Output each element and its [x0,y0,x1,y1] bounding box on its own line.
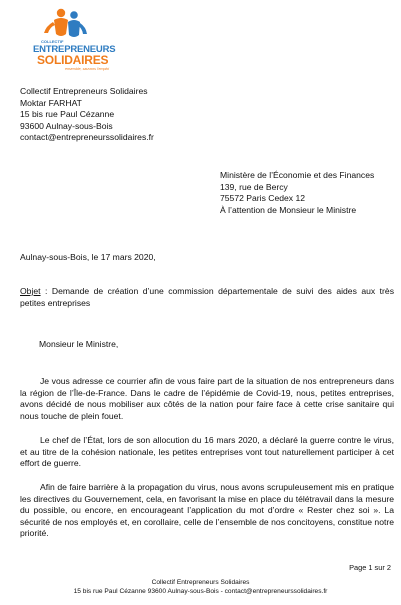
sender-name: Moktar FARHAT [20,97,82,108]
body-paragraph [20,435,394,470]
subject-line [20,286,394,309]
subject-text: : Demande de création d’une commission départementale de suivi des aides aux très petites entreprises [20,286,394,308]
page-number: Page 1 sur 2 [349,563,391,572]
footer-line2: 15 bis rue Paul Cézanne 93600 Aulnay-sous-Bois - contact@entrepreneurssolidaires.fr [73,588,328,595]
collectif-logo [24,6,114,78]
paragraph-text: Je vous adresse ce courrier afin de vous faire part de la situation de nos entrepreneurs dans la région de l’Île-de-France. Dans le cadre de l’épidémie de Covid-19, nous, petites entreprises, avons décidé de nous mobiliser aux côtés de la nation pour faire face à cette crise sanitaire qui nous touche de plein fouet. [20,376,394,421]
logo-tagline: ensemble, sauvons l'emploi [65,67,110,71]
sender-city: 93600 Aulnay-sous-Bois [20,120,113,131]
recipient-city: 75572 Paris Cedex 12 [220,193,306,204]
body-paragraph [20,376,394,422]
salutation: Monsieur le Ministre, [39,339,119,349]
sender-email: contact@entrepreneurssolidaires.fr [20,132,154,143]
recipient-attention: À l’attention de Monsieur le Ministre [220,204,357,215]
body-paragraph [20,482,394,540]
subject-label: Objet [20,286,41,296]
sender-address [20,86,154,144]
sender-street: 15 bis rue Paul Cézanne [20,109,115,120]
paragraph-text: Le chef de l’État, lors de son allocution du 16 mars 2020, a déclaré la guerre contre le virus, et au titre de la cohésion nationale, les petites entreprises vont tout naturellement participer à cet effort de guerre. [20,435,394,469]
recipient-street: 139, rue de Bercy [220,181,288,192]
sender-org: Collectif Entrepreneurs Solidaires [20,86,148,96]
logo-line2: SOLIDAIRES [37,53,109,67]
recipient-address [220,170,374,216]
footer-line1: Collectif Entrepreneurs Solidaires [151,579,250,586]
logo-line1: ENTREPRENEURS [33,44,116,55]
recipient-org: Ministère de l’Économie et des Finances [220,170,375,180]
logo-small-text: COLLECTIF [41,39,64,44]
paragraph-text: Afin de faire barrière à la propagation du virus, nous avons scrupuleusement mis en pratique les directives du Gouvernement, cela, en favorisant la mise en place du télétravail dans la mesure du possible, ou encore, en encourageant l’application du mot d’ordre « Rester chez soi ». La sécurité de nos employés et, en corollaire, celle de l’ensemble de nos concitoyens, constitue notre priorité. [20,482,394,539]
date-line: Aulnay-sous-Bois, le 17 mars 2020, [20,252,156,262]
